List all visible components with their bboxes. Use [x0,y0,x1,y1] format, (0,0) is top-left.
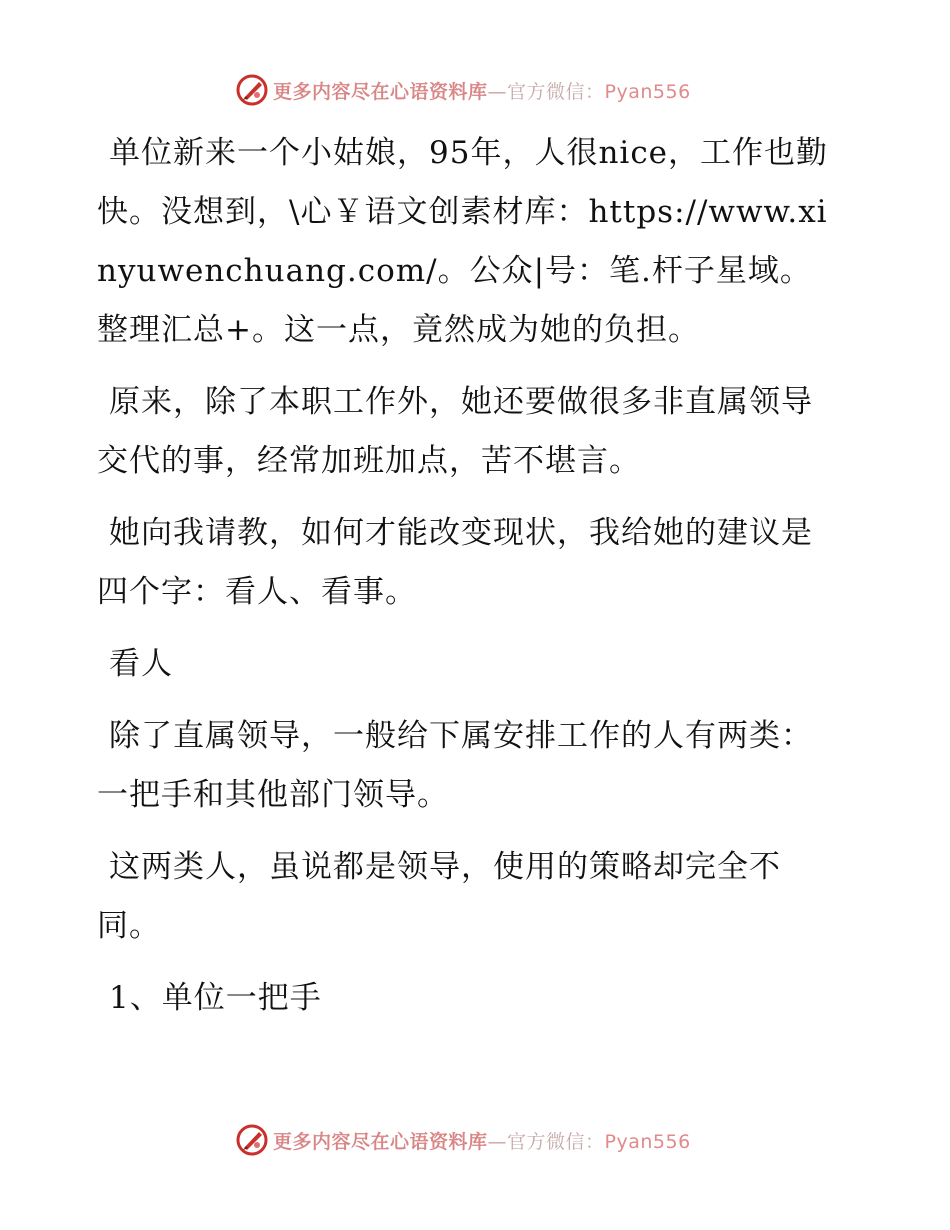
banner-official-label: 官方微信： [507,1130,605,1153]
paragraph-4: 除了直属领导，一般给下属安排工作的人有两类：一把手和其他部门领导。 [97,718,813,813]
quill-logo-icon [235,1123,269,1157]
paragraph-5: 这两类人，虽说都是领导，使用的策略却完全不同。 [97,849,781,944]
document-body [97,124,842,1041]
footer-banner [235,1122,755,1158]
banner-wechat-id: Pyan556 [604,1130,691,1153]
quill-logo-icon [235,73,269,107]
banner-site-name: 更多内容尽在心语资料库 [273,1130,488,1153]
banner-wechat-id: Pyan556 [604,80,691,103]
banner-site-name: 更多内容尽在心语资料库 [273,80,488,103]
section-heading-kanren: 看人 [109,646,173,682]
banner-official-label: 官方微信： [507,80,605,103]
paragraph-2: 原来，除了本职工作外，她还要做很多非直属领导交代的事，经常加班加点，苦不堪言。 [97,384,813,479]
banner-separator: — [487,1130,508,1153]
subheading-1: 1、单位一把手 [109,980,322,1016]
paragraph-3: 她向我请教，如何才能改变现状，我给她的建议是四个字：看人、看事。 [97,515,813,610]
header-banner [235,72,755,108]
paragraph-1: 单位新来一个小姑娘，95年，人很nice，工作也勤快。没想到，\心￥语文创素材库：https://www.xinyuwenchuang.com/。公众|号：笔.杆子星域。整理汇总+。这一点，竟然成为她的负担。 [97,135,829,348]
banner-separator: — [487,80,508,103]
banner-text [273,77,691,104]
banner-text [273,1127,691,1154]
